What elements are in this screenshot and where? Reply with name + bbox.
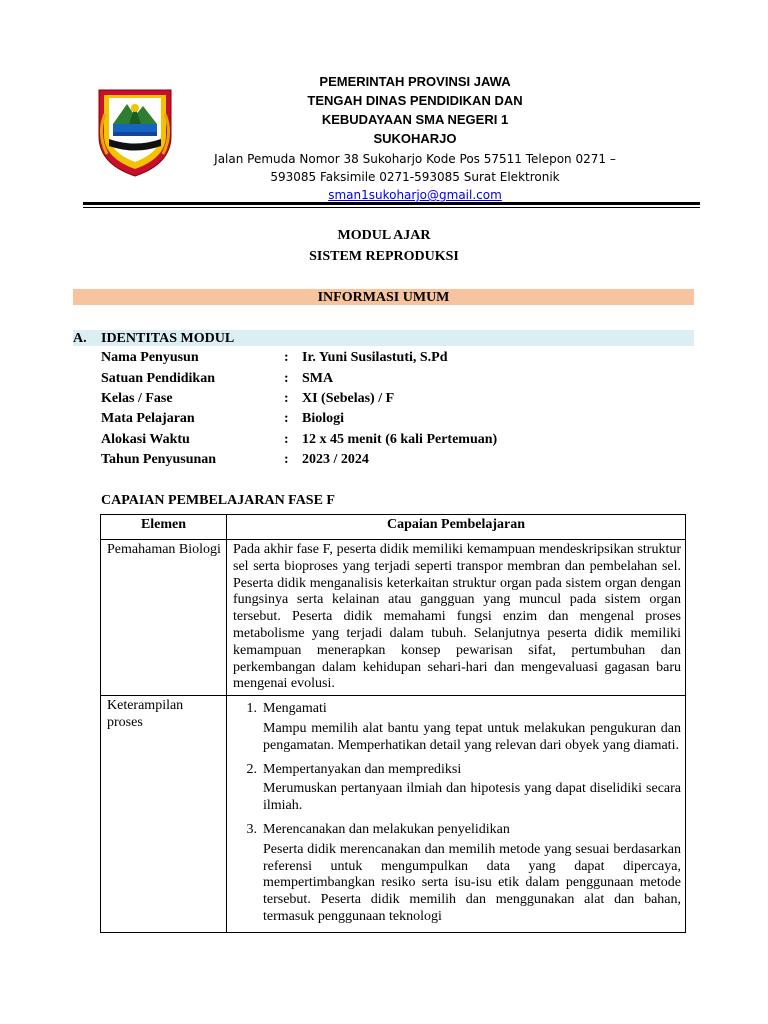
- address-line: 593085 Faksimile 0271-593085 Surat Elektronik: [270, 170, 560, 184]
- letterhead-divider-thick: [83, 202, 700, 205]
- list-number: 3.: [246, 821, 257, 837]
- letterhead-address: [195, 150, 635, 204]
- capaian-heading: CAPAIAN PEMBELAJARAN FASE F: [101, 493, 335, 508]
- list-number: 2.: [246, 761, 257, 777]
- section-title: IDENTITAS MODUL: [101, 331, 235, 346]
- table-row: [101, 540, 686, 696]
- identitas-row: [0, 452, 768, 472]
- address-line: Jalan Pemuda Nomor 38 Sukoharjo Kode Pos 57511 Telepon 0271 –: [214, 152, 616, 166]
- table-row: [101, 696, 686, 933]
- letterhead-title-line: SUKOHARJO: [373, 131, 457, 146]
- letterhead-title: [250, 72, 580, 148]
- identitas-key: Mata Pelajaran: [101, 411, 195, 426]
- table-header-row: [101, 515, 686, 540]
- identitas-value: Biologi: [302, 411, 345, 426]
- email-link[interactable]: sman1sukoharjo@gmail.com: [328, 188, 502, 202]
- list-item-title: Mempertanyakan dan memprediksi: [263, 761, 462, 777]
- capaian-list-cell: [227, 696, 686, 933]
- list-item-title: Merencanakan dan melakukan penyelidikan: [263, 821, 510, 837]
- letterhead-divider-thin: [83, 207, 700, 208]
- list-number: 1.: [246, 701, 257, 717]
- identitas-key: Satuan Pendidikan: [101, 371, 215, 386]
- letterhead-title-line: PEMERINTAH PROVINSI JAWA: [319, 74, 511, 89]
- document-title: MODUL AJAR: [337, 228, 431, 243]
- provincial-seal-logo: [93, 84, 177, 178]
- identitas-value: Ir. Yuni Susilastuti, S.Pd: [302, 350, 448, 365]
- list-item: [233, 822, 681, 930]
- informasi-umum-band: INFORMASI UMUM: [73, 289, 694, 305]
- elemen-cell: Keterampilan proses: [101, 696, 227, 933]
- section-letter: A.: [73, 331, 87, 346]
- list-item: [233, 762, 681, 819]
- identitas-key: Nama Penyusun: [101, 350, 199, 365]
- header-elemen: Elemen: [101, 515, 227, 540]
- list-item-desc: Mampu memilih alat bantu yang tepat untuk melakukan pengukuran dan pengamatan. Memperhatikan detail yang relevan dari obyek yang diamati.: [263, 720, 681, 753]
- identitas-row: [0, 350, 768, 370]
- seal-icon: [93, 84, 177, 178]
- identitas-value: SMA: [302, 371, 334, 386]
- identitas-colon: :: [284, 452, 289, 467]
- capaian-table: [100, 514, 686, 933]
- identitas-key: Alokasi Waktu: [101, 432, 190, 447]
- identitas-row: [0, 432, 768, 452]
- document-subtitle: SISTEM REPRODUKSI: [309, 249, 459, 264]
- identitas-colon: :: [284, 391, 289, 406]
- capaian-cell: Pada akhir fase F, peserta didik memiliki kemampuan mendeskripsikan struktur sel serta bioproses yang terjadi seperti transpor membran dan pembelahan sel. Peserta didik menganalisis keterkaitan struktur organ pada sistem organ dengan fungsinya serta kelainan atau gangguan yang muncul pada sistem organ tersebut. Peserta didik memahami fungsi enzim dan mengenal proses metabolisme yang terjadi dalam tubuh. Selanjutnya peserta didik memiliki kemampuan menerapkan konsep pewarisan sifat, pertumbuhan dan perkembangan dalam kehidupan sehari-hari dan mengevaluasi gagasan baru mengenai evolusi.: [227, 540, 686, 696]
- letterhead-title-line: TENGAH DINAS PENDIDIKAN DAN: [307, 93, 523, 108]
- identitas-colon: :: [284, 371, 289, 386]
- elemen-cell: Pemahaman Biologi: [101, 540, 227, 696]
- identitas-row: [0, 411, 768, 431]
- identitas-key: Tahun Penyusunan: [101, 452, 217, 467]
- list-item-desc: Peserta didik merencanakan dan memilih metode yang sesuai berdasarkan referensi untuk mengumpulkan data yang dapat dipercaya, mempertimbangkan resiko serta isu-isu etik dalam penggunaan metode tersebut. Peserta didik memilih dan menggunakan alat dan bahan, termasuk penggunaan teknologi: [263, 841, 681, 924]
- identitas-colon: :: [284, 411, 289, 426]
- identitas-key: Kelas / Fase: [101, 391, 173, 406]
- letterhead-title-line: KEBUDAYAAN SMA NEGERI 1: [321, 112, 509, 127]
- list-item-desc: Merumuskan pertanyaan ilmiah dan hipotesis yang dapat diselidiki secara ilmiah.: [263, 781, 681, 814]
- identitas-value: 2023 / 2024: [302, 452, 369, 467]
- identitas-value: 12 x 45 menit (6 kali Pertemuan): [302, 432, 498, 447]
- list-item: [233, 701, 681, 758]
- identitas-colon: :: [284, 350, 289, 365]
- identitas-row: [0, 371, 768, 391]
- list-item-title: Mengamati: [263, 701, 327, 717]
- identitas-value: XI (Sebelas) / F: [302, 391, 395, 406]
- identitas-colon: :: [284, 432, 289, 447]
- header-capaian: Capaian Pembelajaran: [227, 515, 686, 540]
- identitas-row: [0, 391, 768, 411]
